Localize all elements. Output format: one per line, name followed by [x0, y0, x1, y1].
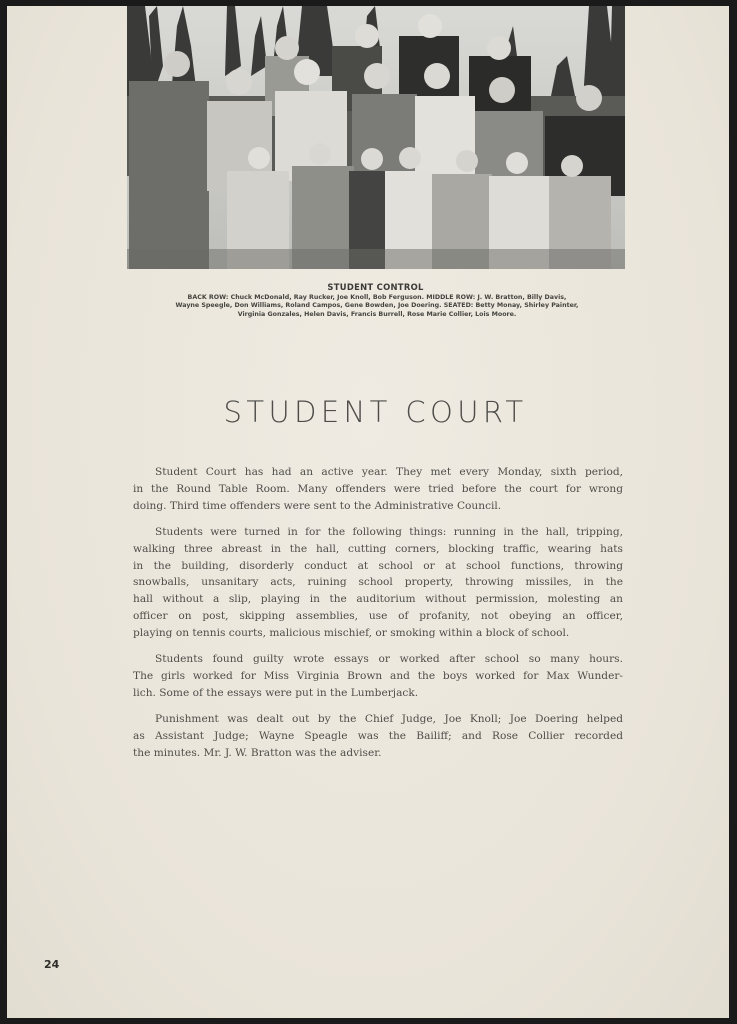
text-line: doing. Third time offenders were sent to the Administrative Council.: [133, 499, 502, 512]
text-line: The girls worked for Miss Virginia Brown and the boys worked for Max Wunder-: [133, 669, 623, 682]
article-body: [133, 464, 623, 771]
text-line: walking three abreast in the hall, cutting corners, blocking traffic, wearing hats: [133, 542, 623, 555]
text-line: hall without a slip, playing in the auditorium without permission, molesting an: [133, 593, 623, 606]
text-line: Student Court has had an active year. They met every Monday, sixth period,: [155, 466, 623, 478]
text-line: in the Round Table Room. Many offenders were tried before the court for wrong: [133, 482, 623, 495]
caption-line: BACK ROW: Chuck McDonald, Ray Rucker, Joe Knoll, Bob Ferguson. MIDDLE ROW: J. W. Bratton, Billy Davis,: [187, 294, 567, 301]
text-line: Punishment was dealt out by the Chief Judge, Joe Knoll; Joe Doering helped: [155, 712, 623, 725]
text-line: officer on post, skipping assemblies, use of profanity, not obeying an officer,: [133, 610, 623, 623]
group-photo: [127, 6, 625, 269]
text-line: lich. Some of the essays were put in the Lumberjack.: [133, 686, 419, 699]
section-heading: STUDENT COURT: [223, 395, 528, 429]
text-line: Students found guilty wrote essays or worked after school so many hours.: [155, 653, 623, 666]
text-line: the minutes. Mr. J. W. Bratton was the adviser.: [133, 746, 382, 759]
caption-line: Wayne Speegle, Don Williams, Roland Campos, Gene Bowden, Joe Doering. SEATED: Betty Monay, Shirley Painter,: [175, 302, 579, 310]
photo-caption-names: [127, 294, 627, 319]
text-line: in the building, disorderly conduct at school or at school functions, throwing: [133, 559, 623, 572]
caption-line: Virginia Gonzales, Helen Davis, Francis Burrell, Rose Marie Collier, Lois Moore.: [237, 310, 517, 318]
text-line: as Assistant Judge; Wayne Speagle was the Bailiff; and Rose Collier recorded: [133, 729, 623, 742]
page-number: 24: [44, 958, 60, 971]
photo-caption-title: STUDENT CONTROL: [327, 282, 424, 292]
yearbook-page: [7, 6, 729, 1018]
paragraph: [133, 711, 623, 762]
paragraph: [133, 651, 623, 702]
paragraph: [133, 524, 623, 642]
group-photo-illustration: [127, 6, 625, 269]
text-line: Students were turned in for the following things: running in the hall, tripping,: [155, 525, 623, 538]
text-line: snowballs, unsanitary acts, ruining school property, throwing missiles, in the: [133, 576, 623, 589]
text-line: playing on tennis courts, malicious mischief, or smoking within a block of school.: [133, 627, 570, 640]
paragraph: [133, 464, 623, 515]
